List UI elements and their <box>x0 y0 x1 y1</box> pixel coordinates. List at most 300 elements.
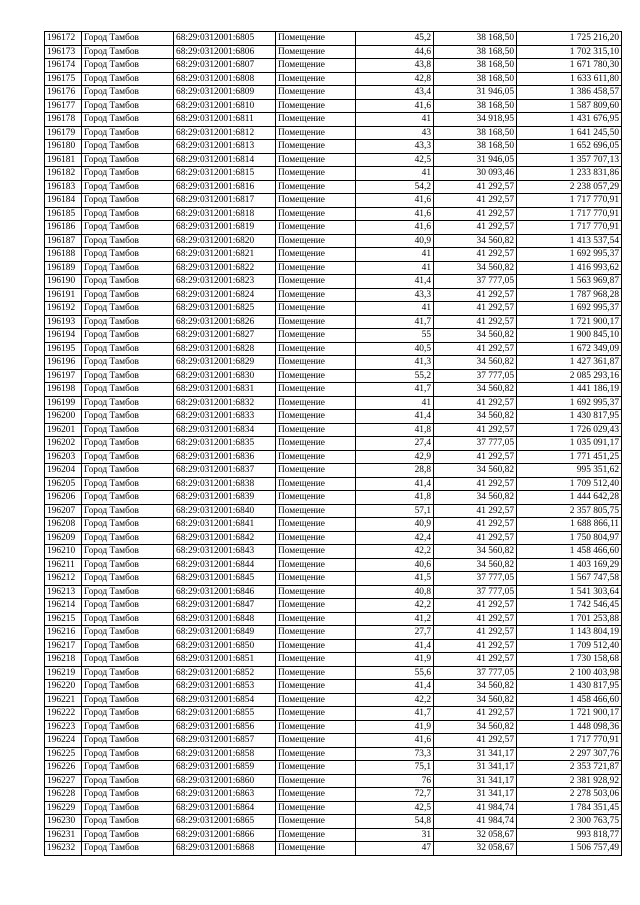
cell-area: 27,7 <box>356 626 434 640</box>
table-row <box>45 342 622 356</box>
cell-record-number: 196225 <box>45 747 82 761</box>
cell-unit-value: 41 292,57 <box>434 653 517 667</box>
cell-area: 76 <box>356 774 434 788</box>
cell-cadastral-number: 68:29:0312001:6831 <box>174 383 276 397</box>
cell-area: 42,8 <box>356 72 434 86</box>
cell-object-type: Помещение <box>276 113 356 127</box>
cell-area: 42,2 <box>356 545 434 559</box>
cell-cadastral-value: 1 900 845,10 <box>517 329 622 343</box>
cell-object-type: Помещение <box>276 612 356 626</box>
cell-cadastral-value: 1 692 995,37 <box>517 396 622 410</box>
cell-locality: Город Тамбов <box>82 369 174 383</box>
table-row <box>45 653 622 667</box>
cell-record-number: 196172 <box>45 32 82 46</box>
cell-unit-value: 41 292,57 <box>434 612 517 626</box>
table-row <box>45 558 622 572</box>
cell-record-number: 196199 <box>45 396 82 410</box>
cell-locality: Город Тамбов <box>82 45 174 59</box>
cell-cadastral-number: 68:29:0312001:6835 <box>174 437 276 451</box>
cell-cadastral-value: 2 381 928,92 <box>517 774 622 788</box>
cell-area: 41 <box>356 113 434 127</box>
cell-area: 41,2 <box>356 612 434 626</box>
cell-locality: Город Тамбов <box>82 531 174 545</box>
cell-record-number: 196175 <box>45 72 82 86</box>
cell-locality: Город Тамбов <box>82 59 174 73</box>
cell-unit-value: 38 168,50 <box>434 126 517 140</box>
cell-cadastral-number: 68:29:0312001:6832 <box>174 396 276 410</box>
cell-locality: Город Тамбов <box>82 194 174 208</box>
cell-unit-value: 37 777,05 <box>434 437 517 451</box>
cell-cadastral-value: 1 717 770,91 <box>517 207 622 221</box>
cell-cadastral-value: 1 413 537,54 <box>517 234 622 248</box>
cell-record-number: 196229 <box>45 801 82 815</box>
cell-record-number: 196227 <box>45 774 82 788</box>
cell-cadastral-number: 68:29:0312001:6834 <box>174 423 276 437</box>
cell-unit-value: 31 341,17 <box>434 761 517 775</box>
cell-cadastral-value: 1 541 303,64 <box>517 585 622 599</box>
cell-object-type: Помещение <box>276 707 356 721</box>
cell-cadastral-value: 1 750 804,97 <box>517 531 622 545</box>
table-row <box>45 207 622 221</box>
cell-area: 75,1 <box>356 761 434 775</box>
cell-cadastral-value: 1 717 770,91 <box>517 194 622 208</box>
cell-object-type: Помещение <box>276 626 356 640</box>
cell-locality: Город Тамбов <box>82 396 174 410</box>
cell-record-number: 196193 <box>45 315 82 329</box>
cell-locality: Город Тамбов <box>82 221 174 235</box>
table-row <box>45 599 622 613</box>
cell-cadastral-value: 1 448 098,36 <box>517 720 622 734</box>
cell-unit-value: 34 560,82 <box>434 410 517 424</box>
cell-record-number: 196210 <box>45 545 82 559</box>
cell-unit-value: 37 777,05 <box>434 585 517 599</box>
table-row <box>45 518 622 532</box>
cell-record-number: 196187 <box>45 234 82 248</box>
cell-object-type: Помещение <box>276 221 356 235</box>
cell-unit-value: 41 292,57 <box>434 221 517 235</box>
cell-unit-value: 32 058,67 <box>434 842 517 856</box>
cell-locality: Город Тамбов <box>82 612 174 626</box>
cell-record-number: 196189 <box>45 261 82 275</box>
cell-cadastral-value: 1 692 995,37 <box>517 248 622 262</box>
cell-cadastral-number: 68:29:0312001:6849 <box>174 626 276 640</box>
cell-area: 41,6 <box>356 734 434 748</box>
cell-record-number: 196173 <box>45 45 82 59</box>
cell-cadastral-number: 68:29:0312001:6816 <box>174 180 276 194</box>
cell-area: 31 <box>356 828 434 842</box>
cell-unit-value: 41 292,57 <box>434 626 517 640</box>
cell-cadastral-number: 68:29:0312001:6808 <box>174 72 276 86</box>
cell-record-number: 196194 <box>45 329 82 343</box>
cell-locality: Город Тамбов <box>82 680 174 694</box>
cell-object-type: Помещение <box>276 666 356 680</box>
cell-object-type: Помещение <box>276 693 356 707</box>
cell-object-type: Помещение <box>276 423 356 437</box>
cell-area: 43,8 <box>356 59 434 73</box>
cell-unit-value: 41 292,57 <box>434 707 517 721</box>
table-row <box>45 167 622 181</box>
cell-unit-value: 41 292,57 <box>434 531 517 545</box>
cell-unit-value: 34 560,82 <box>434 329 517 343</box>
cell-cadastral-number: 68:29:0312001:6805 <box>174 32 276 46</box>
cell-object-type: Помещение <box>276 720 356 734</box>
cell-cadastral-value: 1 430 817,95 <box>517 410 622 424</box>
cell-cadastral-value: 1 444 642,28 <box>517 491 622 505</box>
cell-object-type: Помещение <box>276 491 356 505</box>
cell-locality: Город Тамбов <box>82 99 174 113</box>
cell-cadastral-value: 2 278 503,06 <box>517 788 622 802</box>
table-row <box>45 531 622 545</box>
cell-record-number: 196209 <box>45 531 82 545</box>
cell-cadastral-value: 1 633 611,80 <box>517 72 622 86</box>
cell-record-number: 196198 <box>45 383 82 397</box>
cell-record-number: 196182 <box>45 167 82 181</box>
cell-record-number: 196176 <box>45 86 82 100</box>
cell-cadastral-value: 1 730 158,68 <box>517 653 622 667</box>
cell-cadastral-value: 2 238 057,29 <box>517 180 622 194</box>
cell-cadastral-value: 1 035 091,17 <box>517 437 622 451</box>
cell-object-type: Помещение <box>276 383 356 397</box>
cell-unit-value: 41 292,57 <box>434 504 517 518</box>
table-row <box>45 693 622 707</box>
cell-area: 41 <box>356 261 434 275</box>
cell-cadastral-value: 2 353 721,87 <box>517 761 622 775</box>
cell-unit-value: 37 777,05 <box>434 666 517 680</box>
table-row <box>45 113 622 127</box>
cell-cadastral-number: 68:29:0312001:6845 <box>174 572 276 586</box>
cell-record-number: 196188 <box>45 248 82 262</box>
cell-cadastral-number: 68:29:0312001:6848 <box>174 612 276 626</box>
cell-record-number: 196228 <box>45 788 82 802</box>
cell-cadastral-value: 1 709 512,40 <box>517 477 622 491</box>
cell-cadastral-number: 68:29:0312001:6840 <box>174 504 276 518</box>
cell-area: 41,6 <box>356 99 434 113</box>
cell-object-type: Помещение <box>276 437 356 451</box>
cell-cadastral-number: 68:29:0312001:6858 <box>174 747 276 761</box>
cell-area: 41,6 <box>356 207 434 221</box>
cell-locality: Город Тамбов <box>82 572 174 586</box>
cell-locality: Город Тамбов <box>82 248 174 262</box>
cell-area: 45,2 <box>356 32 434 46</box>
cell-area: 41,8 <box>356 491 434 505</box>
table-row <box>45 302 622 316</box>
cell-cadastral-number: 68:29:0312001:6865 <box>174 815 276 829</box>
table-body <box>45 32 622 856</box>
table-row <box>45 491 622 505</box>
cell-locality: Город Тамбов <box>82 437 174 451</box>
cell-unit-value: 34 560,82 <box>434 491 517 505</box>
cell-area: 41,8 <box>356 423 434 437</box>
cell-cadastral-number: 68:29:0312001:6837 <box>174 464 276 478</box>
cell-unit-value: 31 341,17 <box>434 788 517 802</box>
cell-unit-value: 41 292,57 <box>434 396 517 410</box>
table-row <box>45 99 622 113</box>
table-row <box>45 828 622 842</box>
cell-cadastral-number: 68:29:0312001:6846 <box>174 585 276 599</box>
cell-unit-value: 34 560,82 <box>434 558 517 572</box>
cell-area: 41,4 <box>356 680 434 694</box>
cell-unit-value: 41 292,57 <box>434 450 517 464</box>
cell-cadastral-value: 1 357 707,13 <box>517 153 622 167</box>
cell-area: 42,5 <box>356 153 434 167</box>
cell-locality: Город Тамбов <box>82 342 174 356</box>
cell-locality: Город Тамбов <box>82 693 174 707</box>
cell-cadastral-value: 1 431 676,95 <box>517 113 622 127</box>
table-row <box>45 464 622 478</box>
cell-object-type: Помещение <box>276 842 356 856</box>
cell-cadastral-number: 68:29:0312001:6813 <box>174 140 276 154</box>
cell-unit-value: 30 093,46 <box>434 167 517 181</box>
cell-unit-value: 41 292,57 <box>434 734 517 748</box>
cell-locality: Город Тамбов <box>82 734 174 748</box>
table-row <box>45 437 622 451</box>
cell-cadastral-value: 1 721 900,17 <box>517 707 622 721</box>
cell-area: 41,7 <box>356 315 434 329</box>
cell-record-number: 196221 <box>45 693 82 707</box>
cell-object-type: Помещение <box>276 774 356 788</box>
cell-cadastral-value: 1 458 466,60 <box>517 693 622 707</box>
cell-cadastral-number: 68:29:0312001:6859 <box>174 761 276 775</box>
table-row <box>45 734 622 748</box>
cell-area: 43,4 <box>356 86 434 100</box>
cell-record-number: 196179 <box>45 126 82 140</box>
cell-object-type: Помещение <box>276 653 356 667</box>
cell-area: 43,3 <box>356 288 434 302</box>
cell-cadastral-value: 1 721 900,17 <box>517 315 622 329</box>
cell-object-type: Помещение <box>276 747 356 761</box>
cell-area: 41,4 <box>356 639 434 653</box>
cell-cadastral-number: 68:29:0312001:6839 <box>174 491 276 505</box>
cell-cadastral-value: 2 100 403,98 <box>517 666 622 680</box>
cell-area: 42,5 <box>356 801 434 815</box>
table-row <box>45 329 622 343</box>
table-row <box>45 45 622 59</box>
cell-object-type: Помещение <box>276 410 356 424</box>
cell-record-number: 196184 <box>45 194 82 208</box>
table-row <box>45 288 622 302</box>
cell-record-number: 196222 <box>45 707 82 721</box>
cell-cadastral-number: 68:29:0312001:6811 <box>174 113 276 127</box>
cell-locality: Город Тамбов <box>82 774 174 788</box>
cell-record-number: 196201 <box>45 423 82 437</box>
cell-area: 42,2 <box>356 599 434 613</box>
cell-cadastral-value: 1 233 831,86 <box>517 167 622 181</box>
table-row <box>45 86 622 100</box>
table-row <box>45 545 622 559</box>
table-row <box>45 140 622 154</box>
cell-locality: Город Тамбов <box>82 383 174 397</box>
cell-area: 41,9 <box>356 720 434 734</box>
cell-record-number: 196174 <box>45 59 82 73</box>
cell-area: 28,8 <box>356 464 434 478</box>
table-row <box>45 801 622 815</box>
cell-area: 40,6 <box>356 558 434 572</box>
table-row <box>45 747 622 761</box>
cell-unit-value: 34 560,82 <box>434 545 517 559</box>
cell-object-type: Помещение <box>276 464 356 478</box>
table-row <box>45 450 622 464</box>
cell-locality: Город Тамбов <box>82 747 174 761</box>
cell-record-number: 196203 <box>45 450 82 464</box>
cell-cadastral-value: 1 587 809,60 <box>517 99 622 113</box>
cell-record-number: 196207 <box>45 504 82 518</box>
cell-object-type: Помещение <box>276 275 356 289</box>
cell-unit-value: 41 292,57 <box>434 288 517 302</box>
table-row <box>45 423 622 437</box>
cell-cadastral-value: 1 143 804,19 <box>517 626 622 640</box>
cell-area: 41,6 <box>356 194 434 208</box>
cell-cadastral-value: 1 416 993,62 <box>517 261 622 275</box>
table-row <box>45 396 622 410</box>
cell-locality: Город Тамбов <box>82 207 174 221</box>
table-row <box>45 504 622 518</box>
cell-cadastral-number: 68:29:0312001:6821 <box>174 248 276 262</box>
cell-cadastral-number: 68:29:0312001:6863 <box>174 788 276 802</box>
cell-unit-value: 41 292,57 <box>434 315 517 329</box>
cell-record-number: 196178 <box>45 113 82 127</box>
cell-locality: Город Тамбов <box>82 558 174 572</box>
cell-cadastral-number: 68:29:0312001:6818 <box>174 207 276 221</box>
cell-area: 40,9 <box>356 518 434 532</box>
cell-unit-value: 37 777,05 <box>434 275 517 289</box>
cell-cadastral-value: 1 702 315,10 <box>517 45 622 59</box>
cell-unit-value: 41 292,57 <box>434 423 517 437</box>
cell-area: 41 <box>356 302 434 316</box>
cell-area: 41,4 <box>356 275 434 289</box>
cell-cadastral-number: 68:29:0312001:6807 <box>174 59 276 73</box>
cell-cadastral-value: 1 771 451,25 <box>517 450 622 464</box>
cell-record-number: 196206 <box>45 491 82 505</box>
cell-cadastral-number: 68:29:0312001:6842 <box>174 531 276 545</box>
cell-locality: Город Тамбов <box>82 167 174 181</box>
cell-locality: Город Тамбов <box>82 302 174 316</box>
cell-record-number: 196232 <box>45 842 82 856</box>
cell-object-type: Помещение <box>276 788 356 802</box>
cell-unit-value: 34 560,82 <box>434 720 517 734</box>
cell-area: 42,2 <box>356 693 434 707</box>
cell-record-number: 196224 <box>45 734 82 748</box>
cell-object-type: Помещение <box>276 585 356 599</box>
cell-locality: Город Тамбов <box>82 261 174 275</box>
cell-area: 40,8 <box>356 585 434 599</box>
table-row <box>45 221 622 235</box>
cell-area: 40,9 <box>356 234 434 248</box>
cell-record-number: 196208 <box>45 518 82 532</box>
cell-object-type: Помещение <box>276 477 356 491</box>
cell-record-number: 196220 <box>45 680 82 694</box>
cell-area: 55,2 <box>356 369 434 383</box>
cell-object-type: Помещение <box>276 234 356 248</box>
cell-unit-value: 38 168,50 <box>434 32 517 46</box>
cell-object-type: Помещение <box>276 680 356 694</box>
table-row <box>45 248 622 262</box>
cell-unit-value: 37 777,05 <box>434 369 517 383</box>
cell-unit-value: 38 168,50 <box>434 59 517 73</box>
table-row <box>45 680 622 694</box>
cell-cadastral-number: 68:29:0312001:6819 <box>174 221 276 235</box>
cell-cadastral-value: 2 085 293,16 <box>517 369 622 383</box>
cell-locality: Город Тамбов <box>82 599 174 613</box>
cell-object-type: Помещение <box>276 153 356 167</box>
cell-object-type: Помещение <box>276 207 356 221</box>
cell-record-number: 196223 <box>45 720 82 734</box>
cell-cadastral-value: 1 641 245,50 <box>517 126 622 140</box>
cell-locality: Город Тамбов <box>82 828 174 842</box>
cell-object-type: Помещение <box>276 140 356 154</box>
cell-area: 27,4 <box>356 437 434 451</box>
cell-unit-value: 41 292,57 <box>434 477 517 491</box>
cell-cadastral-value: 1 701 253,88 <box>517 612 622 626</box>
cell-locality: Город Тамбов <box>82 288 174 302</box>
cell-cadastral-number: 68:29:0312001:6806 <box>174 45 276 59</box>
cell-locality: Город Тамбов <box>82 585 174 599</box>
cell-unit-value: 41 984,74 <box>434 801 517 815</box>
cell-record-number: 196205 <box>45 477 82 491</box>
cell-cadastral-value: 1 652 696,05 <box>517 140 622 154</box>
cell-locality: Город Тамбов <box>82 140 174 154</box>
cell-area: 41,4 <box>356 477 434 491</box>
cell-cadastral-number: 68:29:0312001:6853 <box>174 680 276 694</box>
cell-object-type: Помещение <box>276 342 356 356</box>
cell-record-number: 196177 <box>45 99 82 113</box>
cell-unit-value: 38 168,50 <box>434 45 517 59</box>
cell-locality: Город Тамбов <box>82 801 174 815</box>
cell-record-number: 196192 <box>45 302 82 316</box>
cell-object-type: Помещение <box>276 86 356 100</box>
cell-cadastral-number: 68:29:0312001:6866 <box>174 828 276 842</box>
cell-object-type: Помещение <box>276 302 356 316</box>
cell-cadastral-number: 68:29:0312001:6852 <box>174 666 276 680</box>
table-row <box>45 126 622 140</box>
cell-unit-value: 34 560,82 <box>434 464 517 478</box>
cell-cadastral-number: 68:29:0312001:6830 <box>174 369 276 383</box>
cell-cadastral-number: 68:29:0312001:6857 <box>174 734 276 748</box>
cell-locality: Город Тамбов <box>82 707 174 721</box>
cell-cadastral-number: 68:29:0312001:6824 <box>174 288 276 302</box>
cell-unit-value: 34 560,82 <box>434 680 517 694</box>
table-row <box>45 234 622 248</box>
cell-unit-value: 34 560,82 <box>434 356 517 370</box>
table-row <box>45 261 622 275</box>
cell-object-type: Помещение <box>276 801 356 815</box>
cell-area: 43,3 <box>356 140 434 154</box>
cell-area: 41 <box>356 248 434 262</box>
cell-cadastral-number: 68:29:0312001:6860 <box>174 774 276 788</box>
table-row <box>45 720 622 734</box>
cell-object-type: Помещение <box>276 356 356 370</box>
cell-cadastral-number: 68:29:0312001:6856 <box>174 720 276 734</box>
cell-record-number: 196230 <box>45 815 82 829</box>
cell-object-type: Помещение <box>276 59 356 73</box>
cell-cadastral-number: 68:29:0312001:6828 <box>174 342 276 356</box>
cell-cadastral-number: 68:29:0312001:6868 <box>174 842 276 856</box>
cell-record-number: 196200 <box>45 410 82 424</box>
cell-cadastral-value: 1 671 780,30 <box>517 59 622 73</box>
cell-cadastral-number: 68:29:0312001:6841 <box>174 518 276 532</box>
cell-record-number: 196191 <box>45 288 82 302</box>
cell-area: 42,4 <box>356 531 434 545</box>
cell-locality: Город Тамбов <box>82 491 174 505</box>
cell-cadastral-value: 1 506 757,49 <box>517 842 622 856</box>
cell-cadastral-value: 995 351,62 <box>517 464 622 478</box>
table-row <box>45 180 622 194</box>
table-row <box>45 612 622 626</box>
cell-record-number: 196195 <box>45 342 82 356</box>
table-row <box>45 383 622 397</box>
cell-object-type: Помещение <box>276 572 356 586</box>
cell-cadastral-number: 68:29:0312001:6815 <box>174 167 276 181</box>
cell-record-number: 196213 <box>45 585 82 599</box>
